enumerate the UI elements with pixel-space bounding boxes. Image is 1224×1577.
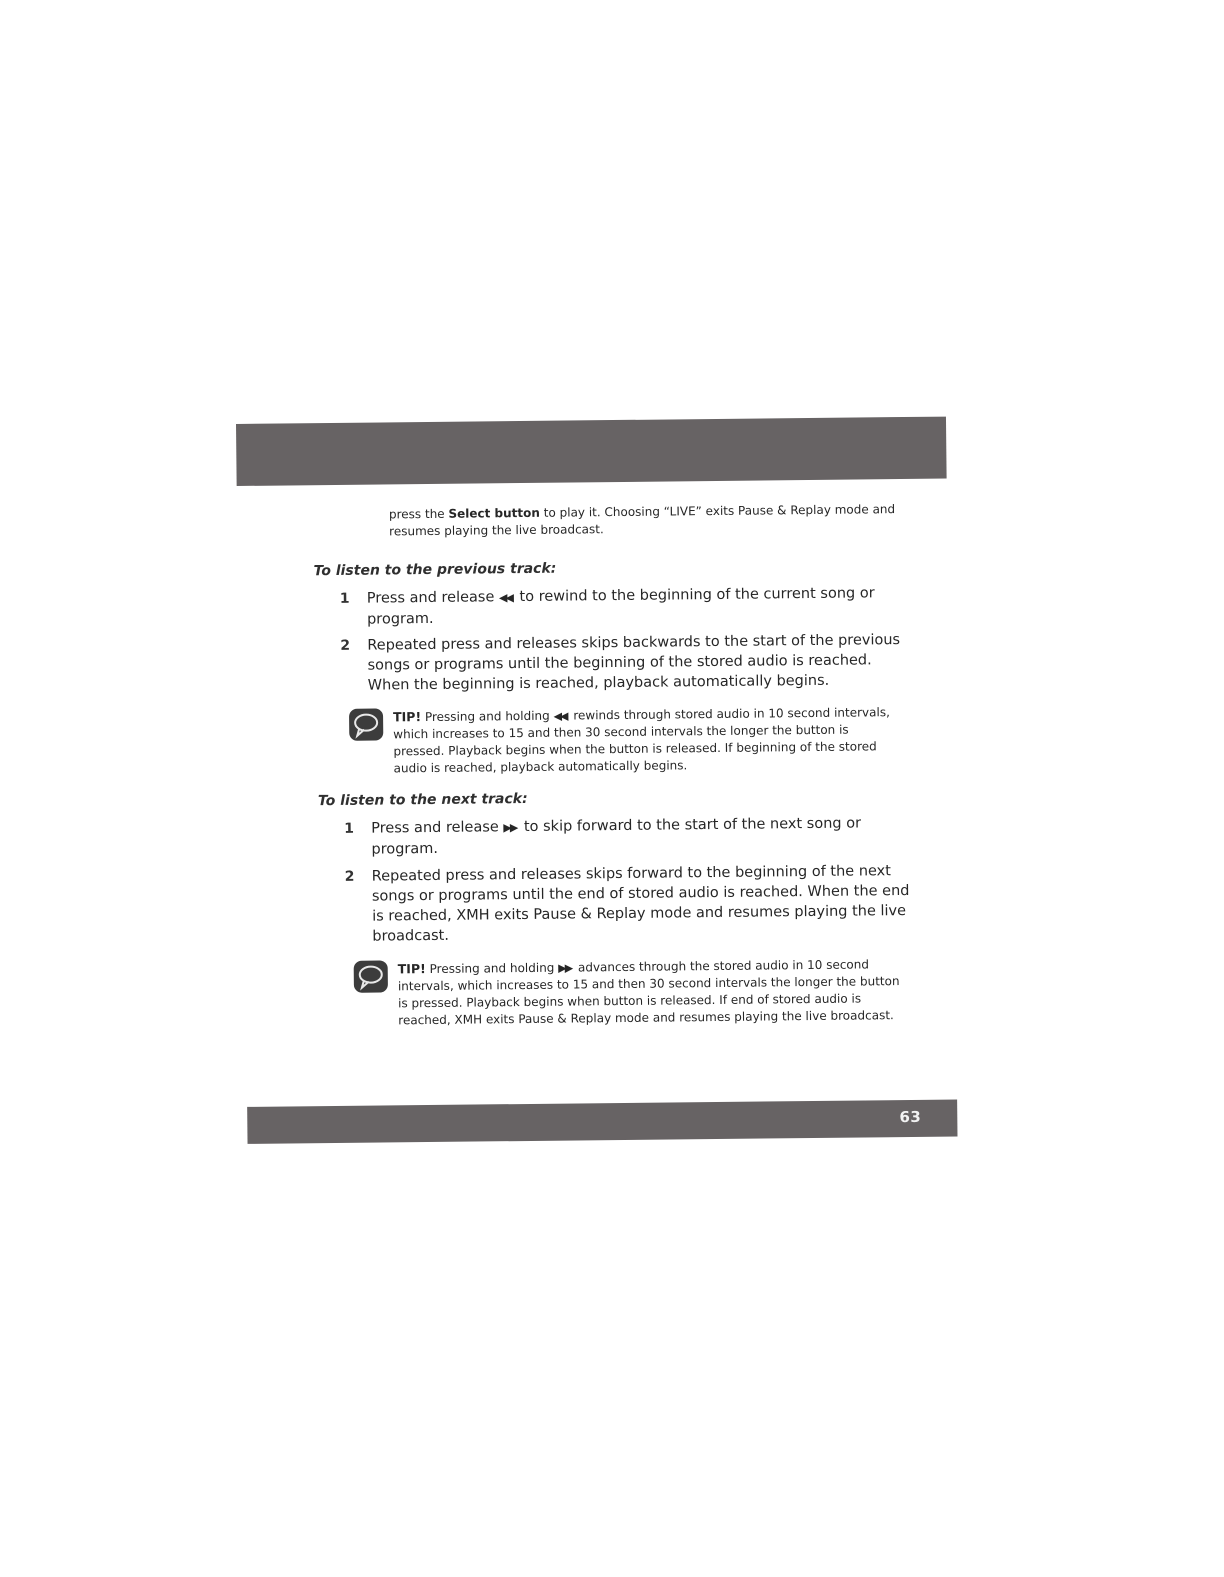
- intro-text-start: press the: [388, 506, 449, 522]
- next-track-heading: To listen to the next track:: [317, 790, 528, 810]
- select-button-term: Select button: [448, 505, 540, 521]
- speech-bubble-icon: [349, 708, 383, 740]
- intro-paragraph: [389, 501, 909, 540]
- tip-label: TIP!: [397, 961, 426, 977]
- step-text-start: Press and release: [366, 589, 500, 607]
- step-text-end: to skip forward to the start of the next song or program.: [371, 815, 862, 858]
- tip-label: TIP!: [392, 709, 422, 725]
- rewind-icon: ◀◀: [498, 591, 512, 605]
- tip-text: [398, 955, 909, 1029]
- fast-forward-icon: ▶▶: [503, 821, 517, 835]
- footer-bar: [247, 1099, 957, 1143]
- step-text-end: to rewind to the beginning of the current song or program.: [366, 585, 875, 628]
- intro-text-end: to play it. Choosing “LIVE” exits Pause & Replay mode and resumes playing the live broadcast.: [389, 502, 896, 539]
- tip-text-start: Pressing and holding: [425, 960, 559, 977]
- fast-forward-icon: ▶▶: [558, 961, 572, 975]
- rewind-icon: ◀◀: [553, 709, 567, 723]
- step-number: 2: [344, 868, 355, 885]
- step-text-start: Press and release: [371, 819, 504, 837]
- page-number: 63: [899, 1107, 922, 1127]
- speech-bubble-icon: [354, 960, 388, 992]
- step-number: 2: [340, 637, 351, 654]
- step-text: [367, 583, 907, 630]
- tip-text: [393, 703, 904, 777]
- previous-track-heading: To listen to the previous track:: [313, 560, 557, 580]
- step-text: [371, 813, 911, 860]
- tip-text-end: rewinds through stored audio in 10 second intervals, which increases to 15 and then 30 second intervals the longer the button is pressed. Playback begins when the button is released. If beginning of the stored audio is reached, playback automatically begins.: [393, 705, 890, 776]
- step-number: 1: [339, 590, 350, 607]
- step-text: Repeated press and releases skips forward to the beginning of the next songs or programs until the end of stored audio is reached. When the end is reached, XMH exits Pause & Replay mode and resumes playing the live broadcast.: [371, 863, 910, 945]
- step-number: 1: [344, 820, 355, 837]
- step-text: Repeated press and releases skips backwards to the start of the previous songs or programs until the beginning of the stored audio is reached. When the beginning is reached, playback automatically begins.: [367, 632, 901, 694]
- header-bar: [236, 417, 947, 486]
- tip-text-start: Pressing and holding: [421, 708, 554, 725]
- manual-page: [236, 417, 960, 1148]
- tip-text-end: advances through the stored audio in 10 second intervals, which increases to 15 and then 30 second intervals the longer the button is pressed. Playback begins when button is released. If end of stored audio is reached, XMH exits Pause & Replay mode and resumes playing the live broadcast.: [397, 957, 900, 1028]
